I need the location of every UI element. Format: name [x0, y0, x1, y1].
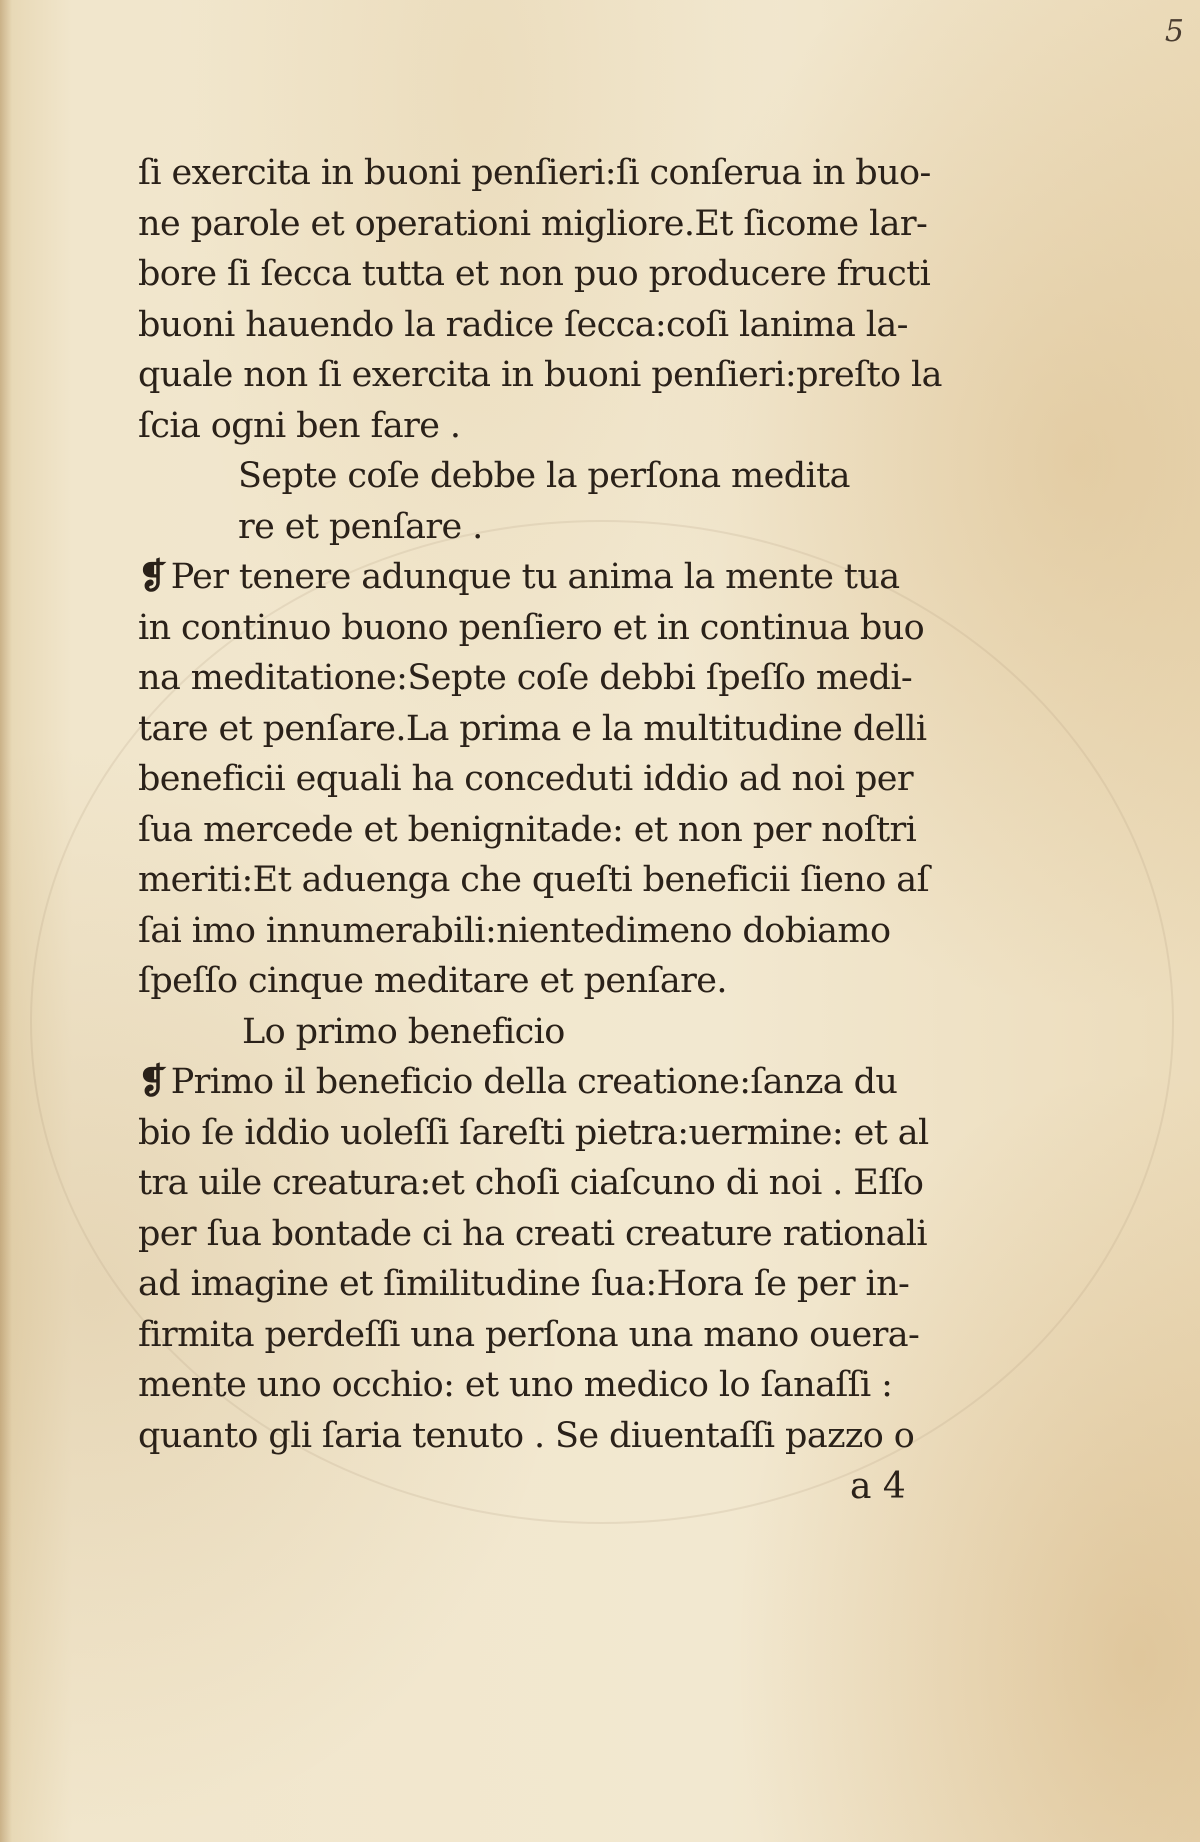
text-line: meriti:Et aduenga che queſti beneficii ſieno aſ — [138, 860, 929, 900]
text-line: ſua mercede et benignitade: et non per noſtri — [138, 809, 917, 850]
text-line: quanto gli ſaria tenuto . Se diuentaſſi pazzo o — [138, 1415, 915, 1456]
text-line: quale non ſi exercita in buoni penſieri:preſto la — [138, 355, 942, 395]
text-line: firmita perdeſſi una perſona una mano ouera- — [138, 1314, 920, 1355]
page-edge — [0, 0, 12, 1842]
text-line: bore ſi ſecca tutta et non puo producere fructi — [138, 254, 931, 294]
text-block — [138, 148, 942, 1461]
text-line: ne parole et operationi migliore.Et ſicome lar- — [138, 203, 928, 244]
text-line: mente uno occhio: et uno medico lo ſanaſſi : — [138, 1365, 893, 1405]
paragraph-mark: ❡ — [138, 556, 167, 597]
section-heading: re et penſare . — [238, 506, 483, 547]
text-line: tare et penſare.La prima e la multitudine delli — [138, 708, 927, 749]
text-line: ſai imo innumerabili:nientedimeno dobiamo — [138, 910, 891, 951]
signature-mark: a 4 — [850, 1466, 906, 1507]
text-line: beneficii equali ha conceduti iddio ad noi per — [138, 759, 914, 799]
text-line: bio ſe iddio uoleſſi ſareſti pietra:uermine: et al — [138, 1112, 929, 1153]
text-line: ❡ Per tenere adunque tu anima la mente tua — [138, 552, 928, 603]
text-line: na meditatione:Septe coſe debbi ſpeſſo medi- — [138, 658, 913, 698]
text-line: tra uile creatura:et choſi ciaſcuno di noi . Eſſo — [138, 1163, 924, 1203]
text-line: ſpeſſo cinque meditare et penſare. — [138, 961, 727, 1001]
text-line: in continuo buono penſiero et in continua buo — [138, 607, 925, 648]
paragraph-mark: ❡ — [138, 1061, 167, 1102]
text-line: buoni hauendo la radice ſecca:coſi lanima la- — [138, 304, 908, 345]
text-line: per ſua bontade ci ha creati creature rationali — [138, 1213, 928, 1254]
section-heading: Septe coſe debbe la perſona medita — [238, 456, 850, 496]
text-line: ſcia ogni ben fare . — [138, 405, 461, 446]
section-heading: Lo primo beneficio — [242, 1011, 565, 1052]
text-line: ſi exercita in buoni penſieri:ſi conſerua in buo- — [138, 153, 931, 193]
text-line: ❡ Primo il beneficio della creatione:ſanza du — [138, 1057, 928, 1108]
text-line: ad imagine et ſimilitudine ſua:Hora ſe per in- — [138, 1264, 910, 1304]
folio-number: 5 — [1164, 14, 1184, 49]
